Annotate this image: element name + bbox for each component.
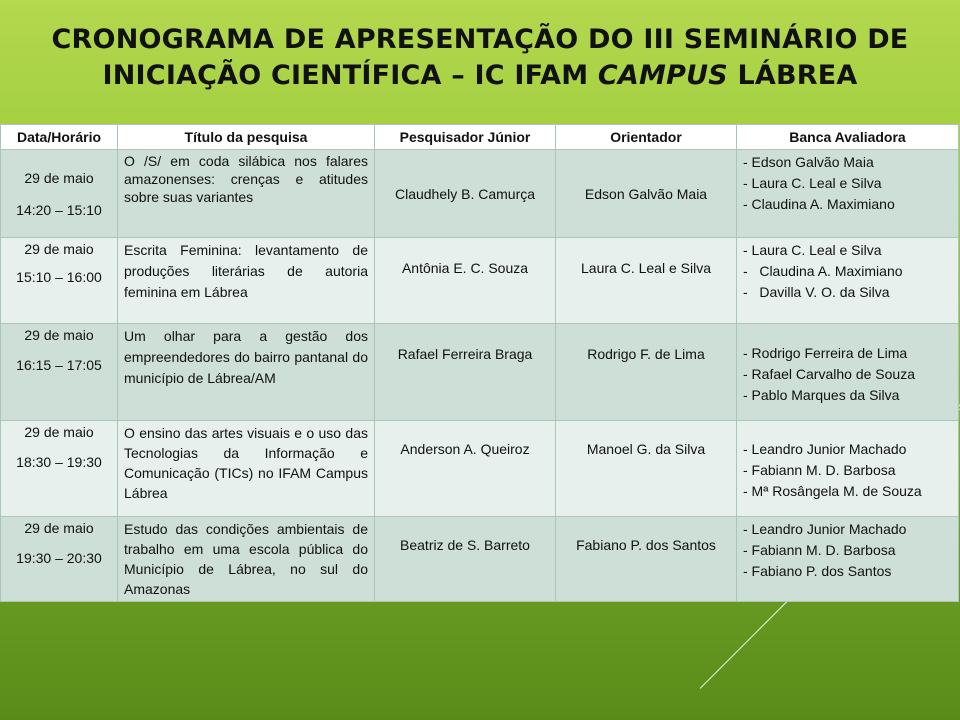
- research-title-cell: Um olhar para a gestão dos empreendedores do bairro pantanal do município de Lábrea/AM: [118, 324, 375, 421]
- advisor-cell: Rodrigo F. de Lima: [556, 324, 737, 421]
- time-text: 14:20 – 15:10: [16, 201, 102, 218]
- junior-researcher-cell: Claudhely B. Camurça: [375, 150, 556, 238]
- panel-member: - Pablo Marques da Silva: [743, 387, 900, 403]
- evaluation-panel-cell: [737, 150, 959, 238]
- advisor-cell: Edson Galvão Maia: [556, 150, 737, 238]
- date-text: 29 de maio: [24, 327, 94, 343]
- table-row: [1, 421, 959, 517]
- date-time-cell: [1, 150, 118, 238]
- header-advisor: Orientador: [556, 125, 737, 150]
- panel-member: - Davilla V. O. da Silva: [743, 284, 890, 300]
- panel-member: - Laura C. Leal e Silva: [743, 242, 882, 258]
- research-title-cell: Estudo das condições ambientais de trabalho em uma escola pública do Município de Lábrea, no sul do Amazonas: [118, 517, 375, 602]
- date-time-cell: [1, 238, 118, 324]
- table-row: [1, 238, 959, 324]
- header-research-title: Título da pesquisa: [118, 125, 375, 150]
- panel-member: - Fabiann M. D. Barbosa: [743, 542, 896, 558]
- date-text: 29 de maio: [24, 241, 94, 257]
- time-text: 15:10 – 16:00: [16, 269, 102, 285]
- time-text: 16:15 – 17:05: [16, 357, 102, 373]
- panel-member: - Leandro Junior Machado: [743, 441, 907, 457]
- header-date-time: Data/Horário: [1, 125, 118, 150]
- date-time-cell: [1, 517, 118, 602]
- schedule-table: [0, 124, 959, 602]
- evaluation-panel-cell: [737, 517, 959, 602]
- panel-member: - Laura C. Leal e Silva: [743, 175, 882, 191]
- junior-researcher-cell: Beatriz de S. Barreto: [375, 517, 556, 602]
- research-title-cell: O ensino das artes visuais e o uso das Tecnologias da Informação e Comunicação (TICs) no IFAM Campus Lábrea: [118, 421, 375, 517]
- junior-researcher-cell: Rafael Ferreira Braga: [375, 324, 556, 421]
- title-line-1: CRONOGRAMA DE APRESENTAÇÃO DO III SEMINÁRIO DE: [51, 24, 909, 55]
- date-text: 29 de maio: [24, 169, 94, 186]
- header-evaluation-panel: Banca Avaliadora: [737, 125, 959, 150]
- panel-member: - Fabiann M. D. Barbosa: [743, 462, 896, 478]
- evaluation-panel-cell: [737, 421, 959, 517]
- page-title: [0, 22, 960, 94]
- table-row: [1, 150, 959, 238]
- date-time-cell: [1, 324, 118, 421]
- panel-member: - Fabiano P. dos Santos: [743, 563, 892, 579]
- advisor-cell: Manoel G. da Silva: [556, 421, 737, 517]
- header-junior-researcher: Pesquisador Júnior: [375, 125, 556, 150]
- time-text: 18:30 – 19:30: [16, 454, 102, 470]
- title-line-2-end: LÁBREA: [727, 60, 858, 91]
- panel-member: - Rodrigo Ferreira de Lima: [743, 345, 908, 361]
- evaluation-panel-cell: [737, 238, 959, 324]
- time-text: 19:30 – 20:30: [16, 550, 102, 566]
- panel-member: - Rafael Carvalho de Souza: [743, 366, 915, 382]
- table-row: [1, 517, 959, 602]
- title-line-2-start: INICIAÇÃO CIENTÍFICA – IC IFAM: [102, 60, 598, 91]
- title-line-2: [0, 58, 960, 94]
- panel-member: - Claudina A. Maximiano: [743, 196, 895, 212]
- date-time-cell: [1, 421, 118, 517]
- title-campus-word: CAMPUS: [597, 60, 728, 91]
- table-header-row: [1, 125, 959, 150]
- evaluation-panel-cell: [737, 324, 959, 421]
- table-row: [1, 324, 959, 421]
- research-title-cell: O /S/ em coda silábica nos falares amazonenses: crenças e atitudes sobre suas variantes: [118, 150, 375, 238]
- research-title-cell: Escrita Feminina: levantamento de produções literárias de autoria feminina em Lábrea: [118, 238, 375, 324]
- date-text: 29 de maio: [24, 520, 94, 536]
- advisor-cell: Fabiano P. dos Santos: [556, 517, 737, 602]
- junior-researcher-cell: Antônia E. C. Souza: [375, 238, 556, 324]
- panel-member: - Leandro Junior Machado: [743, 521, 907, 537]
- panel-member: - Claudina A. Maximiano: [743, 263, 903, 279]
- advisor-cell: Laura C. Leal e Silva: [556, 238, 737, 324]
- panel-member: - Mª Rosângela M. de Souza: [743, 483, 922, 499]
- panel-member: - Edson Galvão Maia: [743, 154, 874, 170]
- junior-researcher-cell: Anderson A. Queiroz: [375, 421, 556, 517]
- date-text: 29 de maio: [24, 424, 94, 440]
